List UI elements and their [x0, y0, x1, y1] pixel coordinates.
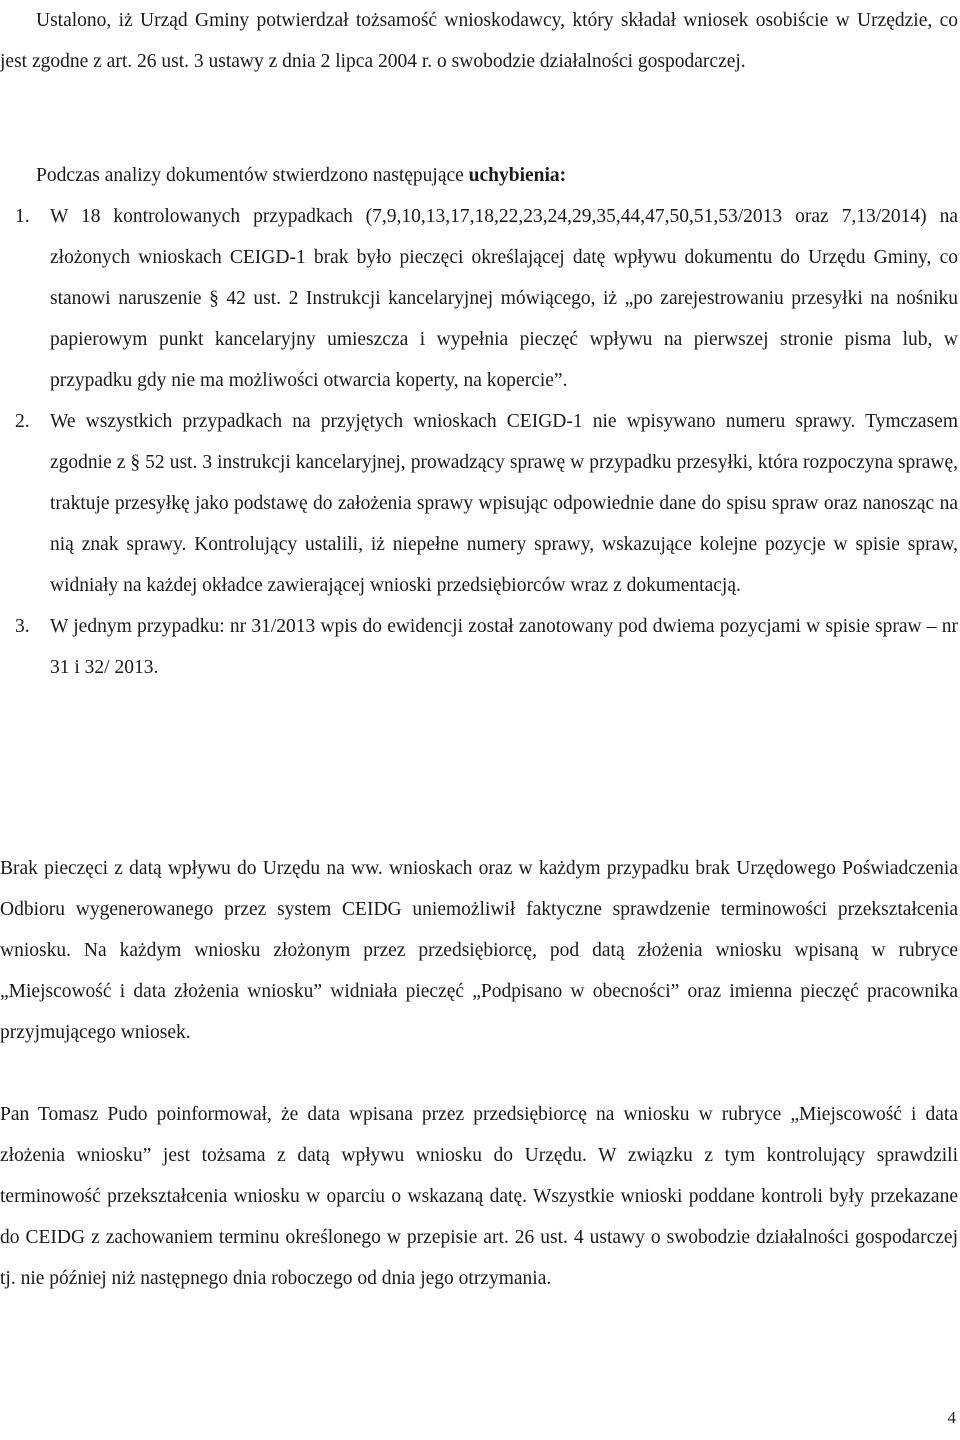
intro-text: Podczas analizy dokumentów stwierdzono następujące: [36, 165, 469, 186]
intro-bold-text: uchybienia:: [468, 165, 567, 186]
paragraph-text: Pan Tomasz Pudo poinformował, że data wpisana przez przedsiębiorcę na wniosku w rubryce „Miejscowość i data złożenia wniosku” jest tożsama z datą wpływu wniosku do Urzędu. W związku z tym kontrolujący sprawdzili terminowość przekształcenia wniosku w oparciu o wskazaną datę. Wszystkie wnioski poddane kontroli były przekazane do CEIDG z zachowaniem terminu określonego w przepisie art. 26 ust. 4 ustawy o swobodzie działalności gospodarczej tj. nie później niż następnego dnia roboczego od dnia jego otrzymania.: [0, 1104, 958, 1289]
finding-text: We wszystkich przypadkach na przyjętych wnioskach CEIGD-1 nie wpisywano numeru sprawy. Tymczasem zgodnie z § 52 ust. 3 instrukcji kancelaryjnej, prowadzący sprawę w przypadku przesyłki, która rozpoczyna sprawę, traktuje przesyłkę jako podstawę do założenia sprawy wpisując odpowiednie dane do spisu spraw oraz nanosząc na nią znak sprawy. Kontrolujący ustalili, iż niepełne numery sprawy, wskazujące kolejne pozycje w spisie spraw, widniały na każdej okładce zawierającej wnioski przedsiębiorców wraz z dokumentacją.: [50, 411, 958, 596]
findings-list: [0, 196, 958, 688]
finding-item-2: [0, 401, 958, 606]
page-number: 4: [947, 1408, 956, 1427]
finding-item-1: [0, 196, 958, 401]
findings-intro: [36, 155, 936, 196]
paragraph-missing-stamp: [0, 848, 958, 1053]
paragraph-tomasz-pudo: [0, 1094, 958, 1299]
finding-text: W jednym przypadku: nr 31/2013 wpis do ewidencji został zanotowany pod dwiema pozycjami w spisie spraw – nr 31 i 32/ 2013.: [50, 616, 958, 678]
finding-number: 2.: [15, 411, 30, 432]
finding-number: 3.: [15, 616, 30, 637]
paragraph-text: Ustalono, iż Urząd Gminy potwierdzał tożsamość wnioskodawcy, który składał wniosek osobiście w Urzędzie, co jest zgodne z art. 26 ust. 3 ustawy z dnia 2 lipca 2004 r. o swobodzie działalności gospodarczej.: [0, 10, 958, 72]
paragraph-identity-confirmation: [0, 0, 958, 82]
paragraph-text: Brak pieczęci z datą wpływu do Urzędu na ww. wnioskach oraz w każdym przypadku brak Urzędowego Poświadczenia Odbioru wygenerowanego przez system CEIDG uniemożliwił faktyczne sprawdzenie terminowości przekształcenia wniosku. Na każdym wniosku złożonym przez przedsiębiorcę, pod datą złożenia wniosku wpisaną w rubryce „Miejscowość i data złożenia wniosku” widniała pieczęć „Podpisano w obecności” oraz imienna pieczęć pracownika przyjmującego wniosek.: [0, 858, 958, 1043]
finding-text: W 18 kontrolowanych przypadkach (7,9,10,13,17,18,22,23,24,29,35,44,47,50,51,53/2013 oraz 7,13/2014) na złożonych wnioskach CEIGD-1 brak było pieczęci określającej datę wpływu dokumentu do Urzędu Gminy, co stanowi naruszenie § 42 ust. 2 Instrukcji kancelaryjnej mówiącego, iż „po zarejestrowaniu przesyłki na nośniku papierowym punkt kancelaryjny umieszcza i wypełnia pieczęć wpływu na pierwszej stronie pisma lub, w przypadku gdy nie ma możliwości otwarcia koperty, na kopercie”.: [50, 206, 958, 391]
finding-item-3: [0, 606, 958, 688]
finding-number: 1.: [15, 206, 30, 227]
